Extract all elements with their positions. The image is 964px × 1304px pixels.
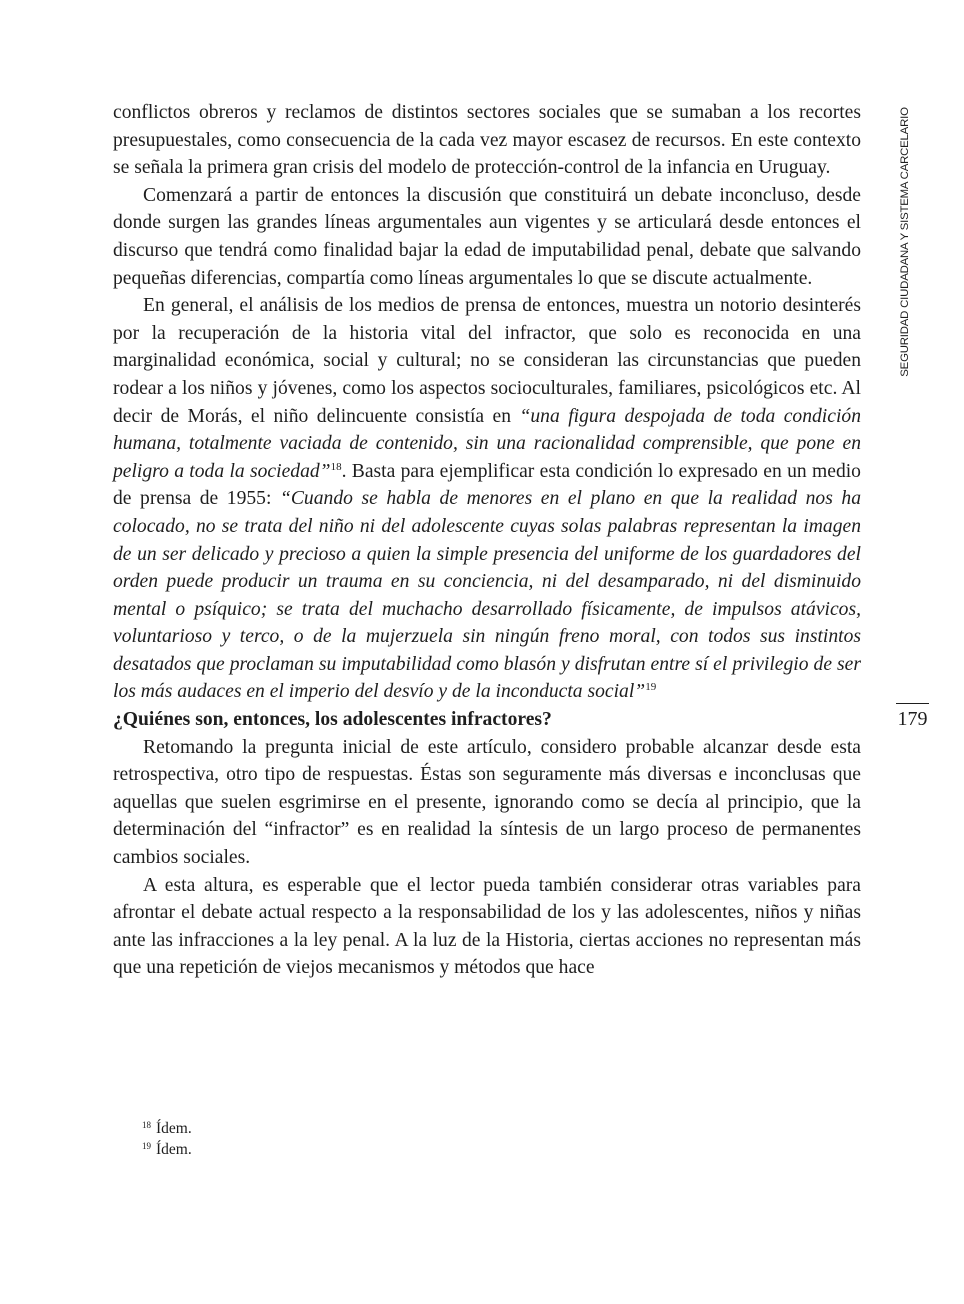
page-number-rule (896, 703, 929, 704)
paragraph-3-text-a: En general, el análisis de los medios de prensa de entonces, muestra un notorio desinterés por la recuperación de la historia vital del infractor, que solo es reconocida en una marginalidad económica, social y cultural; no se consideran las circunstancias que pueden rodear a los niños y jóvenes, como los aspectos socioculturales, familiares, psicológicos etc. Al decir de Morás, el niño delincuente consistía en (113, 295, 861, 427)
running-header (895, 100, 915, 384)
section-heading: ¿Quiénes son, entonces, los adolescentes infractores? (113, 709, 552, 731)
quote-moras: “una figura despojada de toda condición humana, totalmente vaciada de contenido, sin una racionalidad comprensible, que pone en peligro a toda la sociedad” (113, 405, 861, 482)
body-text (113, 99, 861, 982)
footnote-number: 19 (142, 1141, 151, 1151)
page-number: 179 (897, 708, 928, 730)
running-header-text: SEGURIDAD CIUDADANA Y SISTEMA CARCELARIO (899, 107, 911, 377)
paragraph-5: A esta altura, es esperable que el lector pueda también considerar otras variables para afrontar el debate actual respecto a la responsabilidad de los y las adolescentes, niños y niñas ante las infracciones a la ley penal. A la luz de la Historia, ciertas acciones no representan más que una repetición de viejos mecanismos y métodos que hace (113, 874, 861, 979)
footnotes (142, 1118, 192, 1160)
paragraph-4: Retomando la pregunta inicial de este artículo, considero probable alcanzar desde esta retrospectiva, otro tipo de respuestas. Éstas son seguramente más diversas e inconclusas que aquellas que suelen esgrimirse en el presente, ignorando como se decía al principio, que la determinación del “infractor” es en realidad la síntesis de un largo proceso de permanentes cambios sociales. (113, 736, 861, 869)
paragraph-3 (113, 292, 861, 706)
paragraph-3-text-b: . Basta para ejemplificar esta condición lo expresado en un medio de prensa de 1955: (113, 460, 861, 510)
footnote-text: Ídem. (156, 1141, 192, 1158)
paragraph-1: conflictos obreros y reclamos de distintos sectores sociales que se sumaban a los recortes presupuestales, como consecuencia de la cada vez mayor escasez de recursos. En este contexto se señala la primera gran crisis del modelo de protección-control de la infancia en Uruguay. (113, 102, 861, 179)
paragraph-2: Comenzará a partir de entonces la discusión que constituirá un debate inconcluso, desde donde surgen las grandes líneas argumentales aun vigentes y se articulará desde entonces el discurso que tendrá como finalidad bajar la edad de imputabilidad penal, debate que salvando pequeñas diferencias, compartía como líneas argumentales lo que se discute actualmente. (113, 184, 861, 289)
footnote-19 (142, 1139, 192, 1160)
footnote-number: 18 (142, 1120, 151, 1130)
footnote-ref-18: 18 (330, 460, 342, 473)
footnote-ref-19: 19 (645, 681, 657, 694)
footnote-text: Ídem. (156, 1120, 192, 1137)
quote-prensa-1955: “Cuando se habla de menores en el plano en que la realidad nos ha colocado, no se trata del niño ni del adolescente cuyas solas palabras representan la imagen de un ser delicado y precioso a quien la simple presencia del uniforme de los guardadores del orden puede producir un trauma en su conciencia, ni del desamparado, ni del disminuido mental o psíquico; se trata del muchacho desarrollado físicamente, de impulsos atávicos, voluntarioso y terco, o de la mujerzuela sin ningún freno moral, con todos sus instintos desatados que proclaman su imputabilidad como blasón y disfrutan entre sí el privilegio de ser los más audaces en el imperio del desvío y de la inconducta social” (113, 488, 861, 703)
footnote-18 (142, 1118, 192, 1139)
